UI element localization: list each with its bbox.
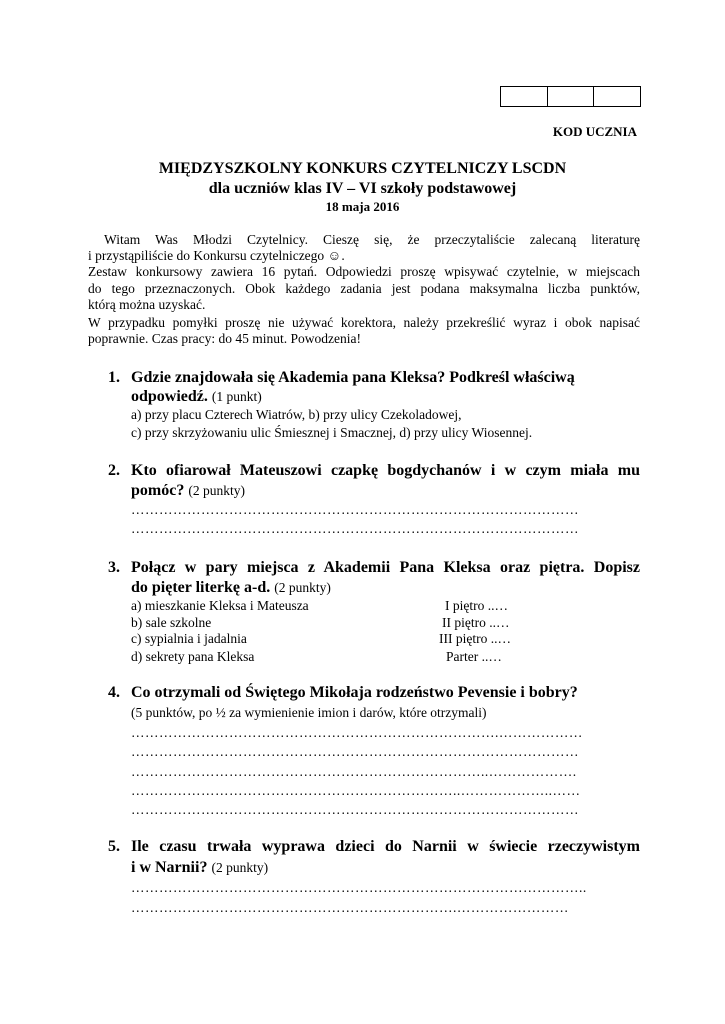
- answer-options[interactable]: c) przy skrzyżowaniu ulic Śmiesznej i Smacznej, d) przy ulicy Wiosennej.: [131, 425, 533, 440]
- question-text: Kto ofiarował Mateuszowi czapkę bogdychanów i w czym miała mu: [131, 462, 640, 479]
- student-code-cell-2[interactable]: [548, 87, 595, 106]
- intro-line-7: poprawnie. Czas pracy: do 45 minut. Powodzenia!: [88, 331, 361, 346]
- answer-line[interactable]: ……………………………………………………………………………………: [131, 521, 579, 536]
- answer-line[interactable]: ……………………………………………………………………………………: [131, 744, 579, 759]
- document-date: 18 maja 2016: [325, 199, 400, 214]
- student-code-label: KOD UCZNIA: [552, 124, 637, 139]
- intro-line-3: Zestaw konkursowy zawiera 16 pytań. Odpowiedzi proszę wpisywać czytelnie, w miejscach: [88, 264, 640, 279]
- intro-line-4: do tego przeznaczonych. Obok każdego zadania jest podana maksymalna liczba punktów,: [88, 281, 640, 296]
- question-number: 4.: [108, 684, 120, 701]
- question-number: 5.: [108, 838, 120, 855]
- match-answer[interactable]: Parter ..…: [446, 649, 502, 664]
- question-text: Co otrzymali od Świętego Mikołaja rodzeństwo Pevensie i bobry?: [131, 684, 578, 701]
- answer-options[interactable]: a) przy placu Czterech Wiatrów, b) przy ulicy Czekoladowej,: [131, 407, 462, 422]
- question-text: pomóc?: [131, 482, 185, 499]
- question-number: 1.: [108, 369, 120, 386]
- document-subtitle: dla uczniów klas IV – VI szkoły podstawowej: [208, 180, 517, 197]
- match-item: c) sypialnia i jadalnia: [131, 631, 247, 646]
- intro-line-1: Witam Was Młodzi Czytelnicy. Cieszę się, że przeczytaliście zalecaną literaturę: [104, 232, 640, 247]
- question-text: Gdzie znajdowała się Akademia pana Kleksa? Podkreśl właściwą: [131, 369, 575, 386]
- student-code-cell-1[interactable]: [501, 87, 548, 106]
- student-code-cell-3[interactable]: [594, 87, 640, 106]
- match-answer[interactable]: III piętro ..…: [439, 631, 511, 646]
- intro-line-2: i przystąpiliście do Konkursu czytelniczego ☺.: [88, 248, 345, 263]
- answer-line[interactable]: ……………………………………………………………………………………: [131, 802, 579, 817]
- answer-line[interactable]: …………………………………………………………………….………………: [131, 725, 583, 740]
- question-text: Ile czasu trwała wyprawa dzieci do Narnii w świecie rzeczywistym: [131, 838, 640, 855]
- question-number: 2.: [108, 462, 120, 479]
- question-text: Połącz w pary miejsca z Akademii Pana Kleksa oraz piętra. Dopisz: [131, 559, 640, 576]
- question-text: odpowiedź.: [131, 388, 208, 405]
- match-item: d) sekrety pana Kleksa: [131, 649, 255, 664]
- match-answer[interactable]: II piętro ..…: [442, 615, 510, 630]
- question-number: 3.: [108, 559, 120, 576]
- document-title: MIĘDZYSZKOLNY KONKURS CZYTELNICZY LSCDN: [158, 160, 567, 177]
- question-points: (5 punktów, po ½ za wymienienie imion i darów, które otrzymali): [131, 705, 487, 720]
- question-text: do pięter literkę a-d.: [131, 579, 271, 596]
- answer-line[interactable]: ……………………………………………………………………………………..: [131, 880, 587, 895]
- intro-line-5: którą można uzyskać.: [88, 297, 206, 312]
- question-points: (1 punkt): [211, 389, 262, 404]
- student-code-box[interactable]: [500, 86, 641, 107]
- answer-line[interactable]: ……………………………………………………………………………………: [131, 502, 579, 517]
- answer-line[interactable]: ……………………………………………………………..………………..……: [131, 783, 581, 798]
- answer-line[interactable]: …………………………………………………………….……………………: [131, 900, 569, 915]
- question-points: (2 punkty): [211, 860, 269, 875]
- answer-line[interactable]: …………………………………………………………………..……………….: [131, 764, 577, 779]
- question-text: i w Narnii?: [131, 859, 208, 876]
- match-item: a) mieszkanie Kleksa i Mateusza: [131, 598, 309, 613]
- intro-line-6: W przypadku pomyłki proszę nie używać korektora, należy przekreślić wyraz i obok napisać: [88, 315, 640, 330]
- match-answer[interactable]: I piętro ..…: [445, 598, 508, 613]
- match-item: b) sale szkolne: [131, 615, 212, 630]
- question-points: (2 punkty): [188, 483, 245, 498]
- question-points: (2 punkty): [274, 580, 331, 595]
